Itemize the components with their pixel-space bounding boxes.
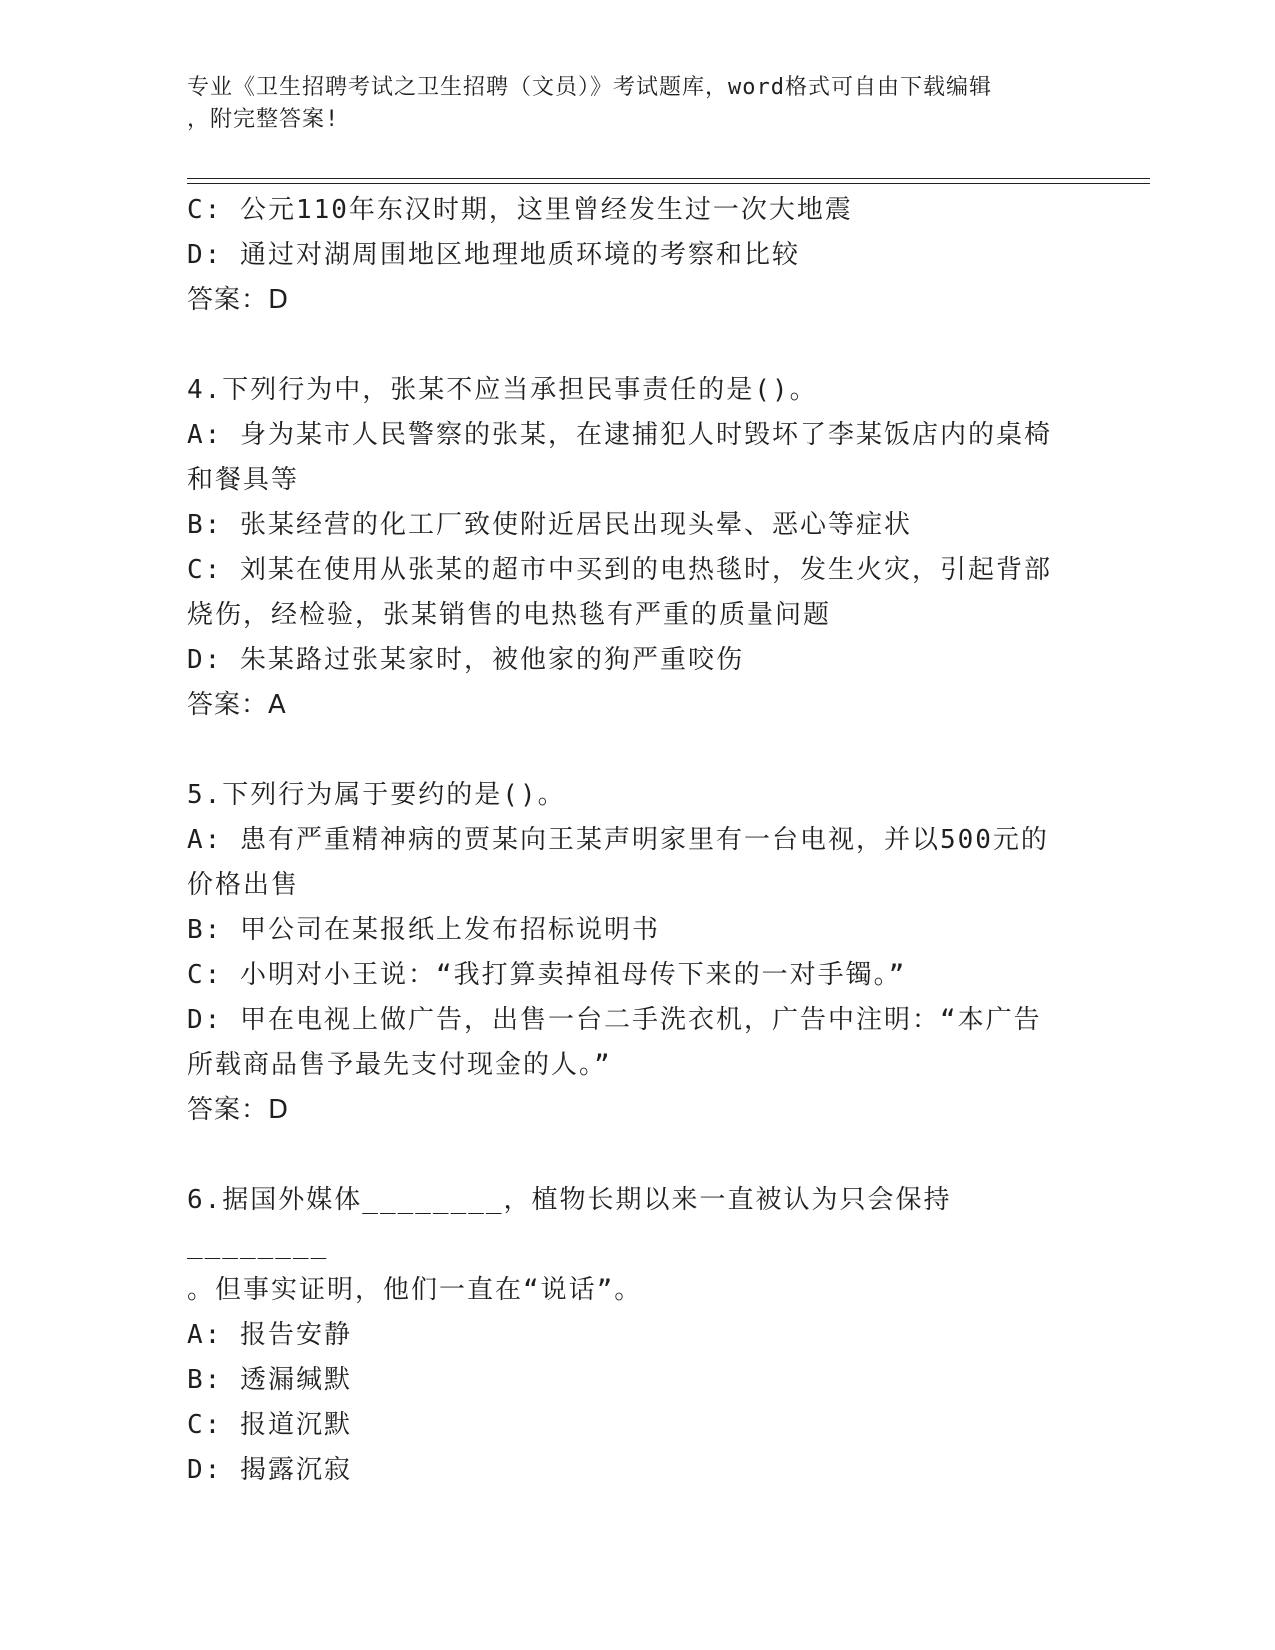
question-stem: 5.下列行为属于要约的是()。 [187,780,566,810]
option-a: A: 报告安静 [187,1320,352,1350]
option-a-continued: 价格出售 [187,870,300,900]
option-a: A: 身为某市人民警察的张某，在逮捕犯人时毁坏了李某饭店内的桌椅 [187,420,1052,450]
header-title-line-2: ，附完整答案! [187,107,340,132]
option-b: B: 张某经营的化工厂致使附近居民出现头晕、恶心等症状 [187,510,912,540]
option-c: C: 公元110年东汉时期，这里曾经发生过一次大地震 [187,195,853,225]
option-d-continued: 所载商品售予最先支付现金的人。” [187,1050,612,1080]
answer: 答案：D [187,285,290,315]
header-rule-bottom [187,183,1150,184]
header-rule-top [187,178,1150,179]
option-c-continued: 烧伤，经检验，张某销售的电热毯有严重的质量问题 [187,600,832,630]
answer: 答案：D [187,1095,290,1125]
question-3-fragment [187,188,1087,323]
question-stem-continued: 。但事实证明，他们一直在“说话”。 [187,1275,643,1305]
option-d: D: 甲在电视上做广告，出售一台二手洗衣机，广告中注明：“本广告 [187,1005,1042,1035]
option-d: D: 朱某路过张某家时，被他家的狗严重咬伤 [187,645,744,675]
document-header [187,72,1067,136]
question-content [187,188,1087,1493]
question-4 [187,368,1087,728]
question-5 [187,773,1087,1133]
question-6 [187,1178,1087,1493]
option-a: A: 患有严重精神病的贾某向王某声明家里有一台电视，并以500元的 [187,825,1049,855]
spacer [187,1133,1087,1178]
option-d: D: 通过对湖周围地区地理地质环境的考察和比较 [187,240,800,270]
question-stem: 6.据国外媒体________，植物长期以来一直被认为只会保持________ [187,1185,952,1260]
option-c: C: 报道沉默 [187,1410,352,1440]
option-a-continued: 和餐具等 [187,465,300,495]
option-d: D: 揭露沉寂 [187,1455,352,1485]
option-c: C: 小明对小王说：“我打算卖掉祖母传下来的一对手镯。” [187,960,907,990]
option-b: B: 透漏缄默 [187,1365,352,1395]
header-title-line-1: 专业《卫生招聘考试之卫生招聘（文员）》考试题库，word格式可自由下载编辑 [187,75,992,100]
spacer [187,728,1087,773]
spacer [187,323,1087,368]
answer: 答案：A [187,690,287,720]
option-b: B: 甲公司在某报纸上发布招标说明书 [187,915,660,945]
question-stem: 4.下列行为中，张某不应当承担民事责任的是()。 [187,375,818,405]
option-c: C: 刘某在使用从张某的超市中买到的电热毯时，发生火灾，引起背部 [187,555,1052,585]
